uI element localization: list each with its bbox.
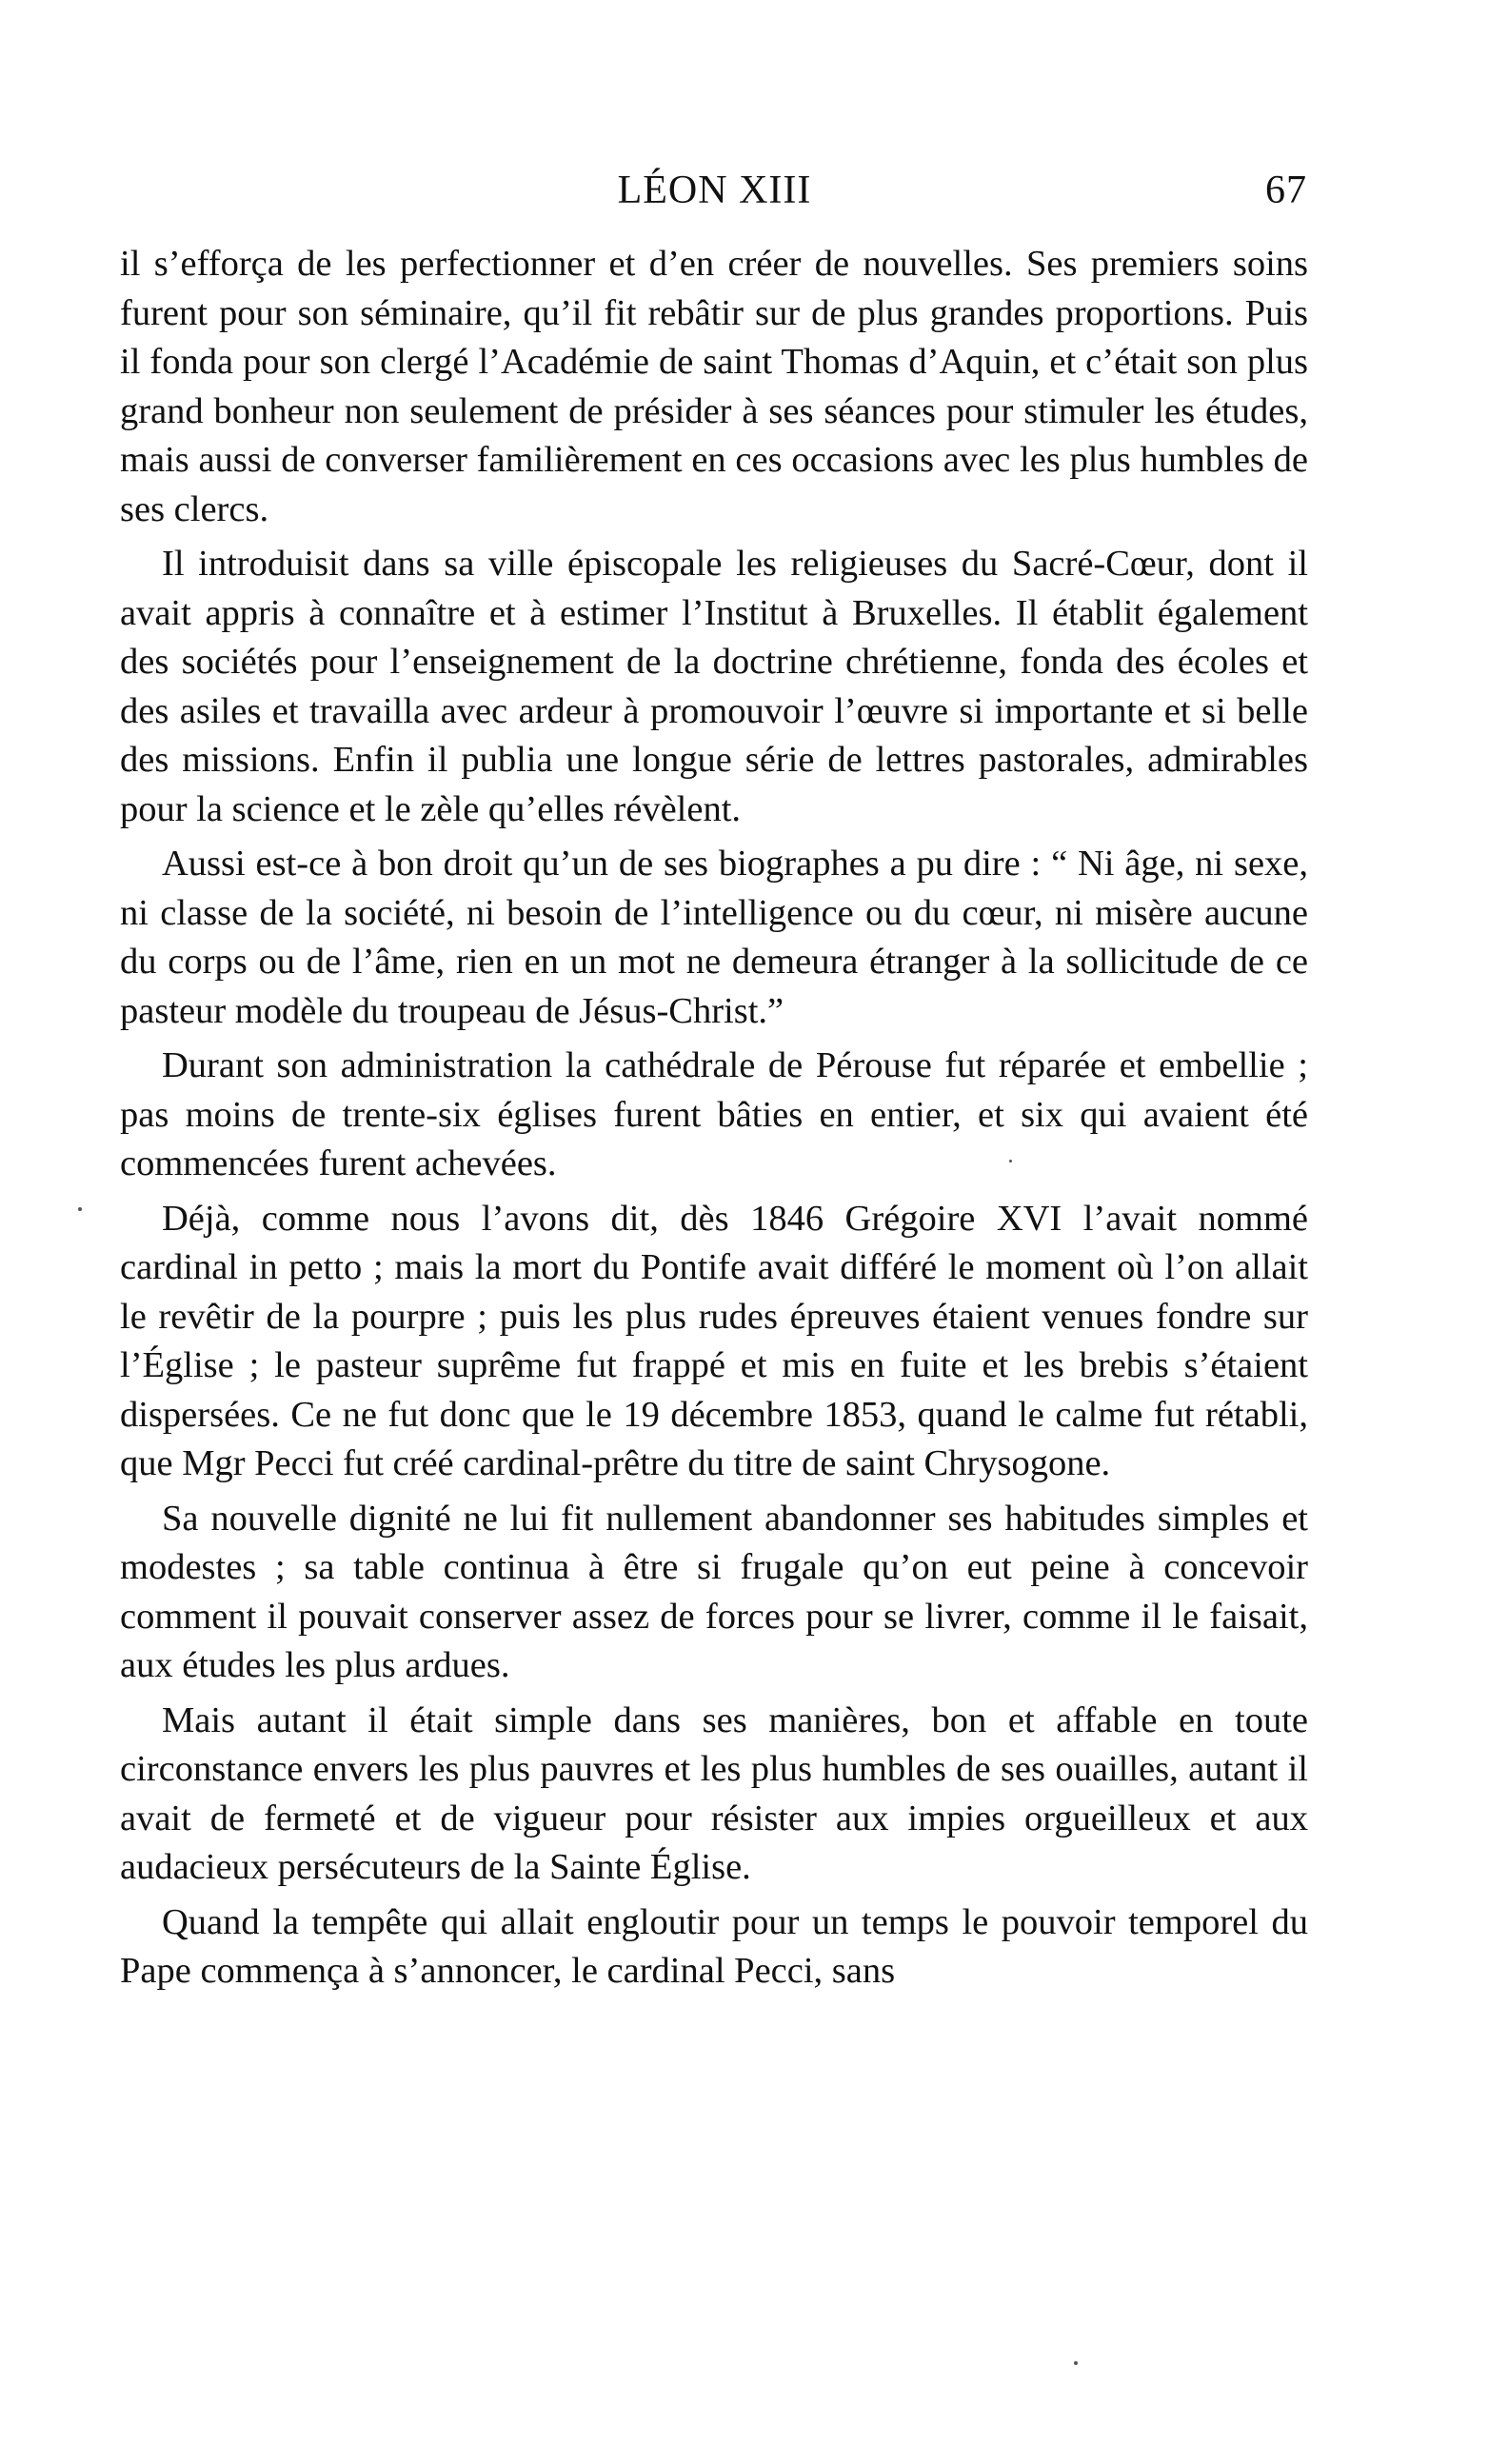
- body-text: [120, 240, 1308, 2002]
- paragraph: Quand la tempête qui allait engloutir pour un temps le pouvoir temporel du Pape commença à s’annoncer, le cardinal Pecci, sans: [120, 1901, 1308, 1991]
- paragraph: Aussi est-ce à bon droit qu’un de ses biographes a pu dire : “ Ni âge, ni sexe, ni classe de la société, ni besoin de l’intelligence ou du cœur, ni misère aucune du corps ou de l’âme, rien en un mot ne demeura étranger à la sollicitude de ce pasteur modèle du troupeau de Jésus-Christ.”: [120, 844, 1308, 1031]
- paragraph: Il introduisit dans sa ville épiscopale les religieuses du Sacré-Cœur, dont il avait appris à connaître et à estimer l’Institut à Bruxelles. Il établit également des sociétés pour l’enseignement de la doctrine chrétienne, fonda des écoles et des asiles et travailla avec ardeur à promouvoir l’œuvre si importante et si belle des missions. Enfin il publia une longue série de lettres pastorales, admirables pour la science et le zèle qu’elles révèlent.: [120, 544, 1308, 829]
- page-number: 67: [1265, 169, 1307, 212]
- paragraph: il s’efforça de les perfectionner et d’en créer de nouvelles. Ses premiers soins furent pour son séminaire, qu’il fit rebâtir sur de plus grandes proportions. Puis il fonda pour son clergé l’Académie de saint Thomas d’Aquin, et c’était son plus grand bonheur non seulement de présider à ses séances pour stimuler les études, mais aussi de converser familièrement en ces occasions avec les plus humbles de ses clercs.: [120, 244, 1308, 529]
- paragraph: Déjà, comme nous l’avons dit, dès 1846 Grégoire XVI l’avait nommé cardinal in petto ; mais la mort du Pontife avait différé le moment où l’on allait le revêtir de la pourpre ; puis les plus rudes épreuves étaient venues fondre sur l’Église ; le pasteur suprême fut frappé et mis en fuite et les brebis s’étaient dispersées. Ce ne fut donc que le 19 décembre 1853, quand le calme fut rétabli, que Mgr Pecci fut créé cardinal-prêtre du titre de saint Chrysogone.: [120, 1198, 1308, 1483]
- running-head: [122, 168, 1307, 221]
- print-speck: [1009, 1160, 1012, 1162]
- print-speck: [1074, 2361, 1078, 2365]
- paragraph: Mais autant il était simple dans ses manières, bon et affable en toute circonstance envers les plus pauvres et les plus humbles de ses ouailles, autant il avait de fermeté et de vigueur pour résister aux impies orgueilleux et aux audacieux persécuteurs de la Sainte Église.: [120, 1699, 1308, 1887]
- paragraph: Sa nouvelle dignité ne lui fit nullement abandonner ses habitudes simples et modestes ; sa table continua à être si frugale qu’on eut peine à concevoir comment il pouvait conserver assez de forces pour se livrer, comme il le faisait, aux études les plus ardues.: [120, 1498, 1308, 1685]
- paragraph: Durant son administration la cathédrale de Pérouse fut réparée et embellie ; pas moins de trente-six églises furent bâties en entier, et six qui avaient été commencées furent achevées.: [120, 1045, 1308, 1183]
- print-speck: [78, 1207, 82, 1211]
- running-title: LÉON XIII: [617, 169, 812, 212]
